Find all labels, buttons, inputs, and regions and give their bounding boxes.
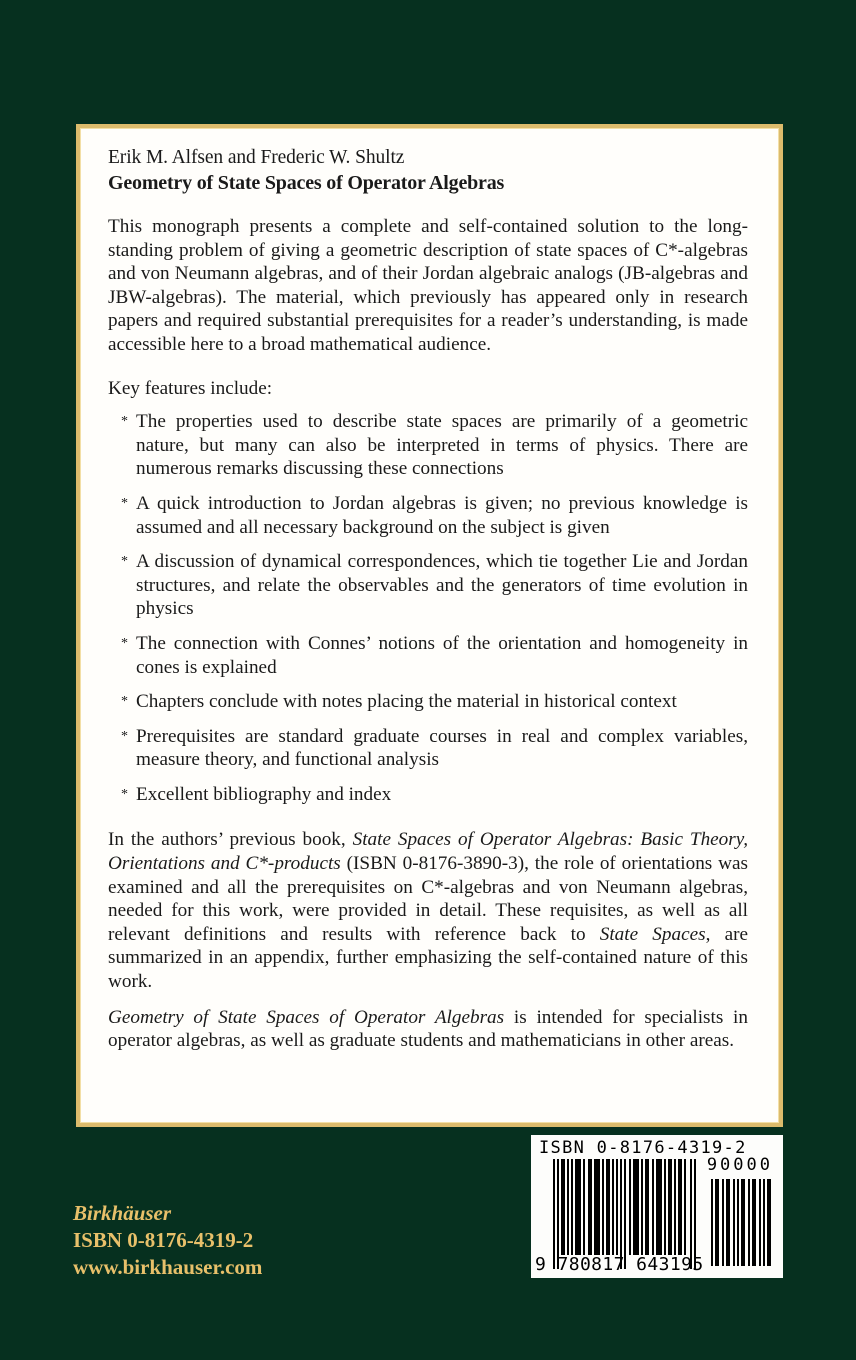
- feature-item: * Excellent bibliography and index: [121, 783, 392, 805]
- features-heading: Key features include:: [108, 377, 273, 399]
- asterisk-bullet-icon: *: [121, 495, 128, 511]
- audience-paragraph: Geometry of State Spaces of Operator Algebras is intended for specialists in operator algebras, as well as graduate students and mathematicians in other areas.: [108, 1006, 748, 1052]
- previous-book-title: State Spaces of Operator Algebras: Basic Theory, Orientations and C*-products: [108, 829, 748, 875]
- publisher-block: [73, 1200, 262, 1281]
- isbn-barcode: [531, 1135, 783, 1278]
- barcode-addon-number: 90000: [706, 1155, 773, 1175]
- feature-item: * Prerequisites are standard graduate courses in real and complex variables, measure theory, and functional analysis: [121, 725, 748, 771]
- asterisk-bullet-icon: *: [121, 635, 128, 651]
- barcode-isbn-label: ISBN 0-8176-4319-2: [539, 1138, 747, 1158]
- asterisk-bullet-icon: *: [121, 414, 128, 430]
- previous-book-short-title: State Spaces: [599, 923, 706, 945]
- back-cover-text-panel: [76, 124, 783, 1127]
- barcode-bars-icon: [553, 1159, 698, 1269]
- feature-item: * A quick introduction to Jordan algebras is given; no previous knowledge is assumed and all necessary background on the subject is given: [121, 492, 748, 538]
- authors: Erik M. Alfsen and Frederic W. Shultz: [108, 147, 405, 168]
- book-title-reference: Geometry of State Spaces of Operator Algebras: [108, 1006, 505, 1028]
- barcode-addon-bars-icon: [711, 1179, 773, 1266]
- features-list: [108, 410, 748, 806]
- feature-item: * The connection with Connes’ notions of the orientation and homogeneity in cones is explained: [121, 632, 748, 678]
- feature-item: * The properties used to describe state spaces are primarily of a geometric nature, but many can also be interpreted in terms of physics. There are numerous remarks discussing these connections: [121, 411, 748, 480]
- publisher-name: Birkhäuser: [73, 1201, 172, 1225]
- feature-item: * Chapters conclude with notes placing the material in historical context: [121, 691, 677, 713]
- barcode-ean-number: 9 780817 643195: [535, 1254, 704, 1275]
- asterisk-bullet-icon: *: [121, 728, 128, 744]
- previous-book-paragraph: In the authors’ previous book, State Spaces of Operator Algebras: Basic Theory, Orientations and C*-products (ISBN 0-8176-3890-3), the role of orientations was examined and all the prerequisites on C*-algebras and von Neumann algebras, needed for this work, were provided in detail. These requisites, as well as all relevant definitions and results with reference back to State Spaces, are summarized in an appendix, further emphasizing the self-contained nature of this work.: [108, 829, 748, 993]
- feature-item: * A discussion of dynamical correspondences, which tie together Lie and Jordan structures, and relate the observables and the generators of time evolution in physics: [121, 551, 748, 620]
- publisher-website: www.birkhauser.com: [73, 1255, 263, 1279]
- asterisk-bullet-icon: *: [121, 694, 128, 710]
- intro-paragraph: This monograph presents a complete and self-contained solution to the long-standing problem of giving a geometric description of state spaces of C*-algebras and von Neumann algebras, and of their Jordan algebraic analogs (JB-algebras and JBW-algebras). The material, which previously has appeared only in research papers and required substantial prerequisites for a reader’s understanding, is made accessible here to a broad mathematical audience.: [108, 216, 748, 355]
- publisher-isbn: ISBN 0-8176-4319-2: [73, 1228, 254, 1252]
- book-title: Geometry of State Spaces of Operator Algebras: [108, 172, 505, 194]
- blurb-content: [108, 146, 748, 1053]
- asterisk-bullet-icon: *: [121, 554, 128, 570]
- asterisk-bullet-icon: *: [121, 786, 128, 802]
